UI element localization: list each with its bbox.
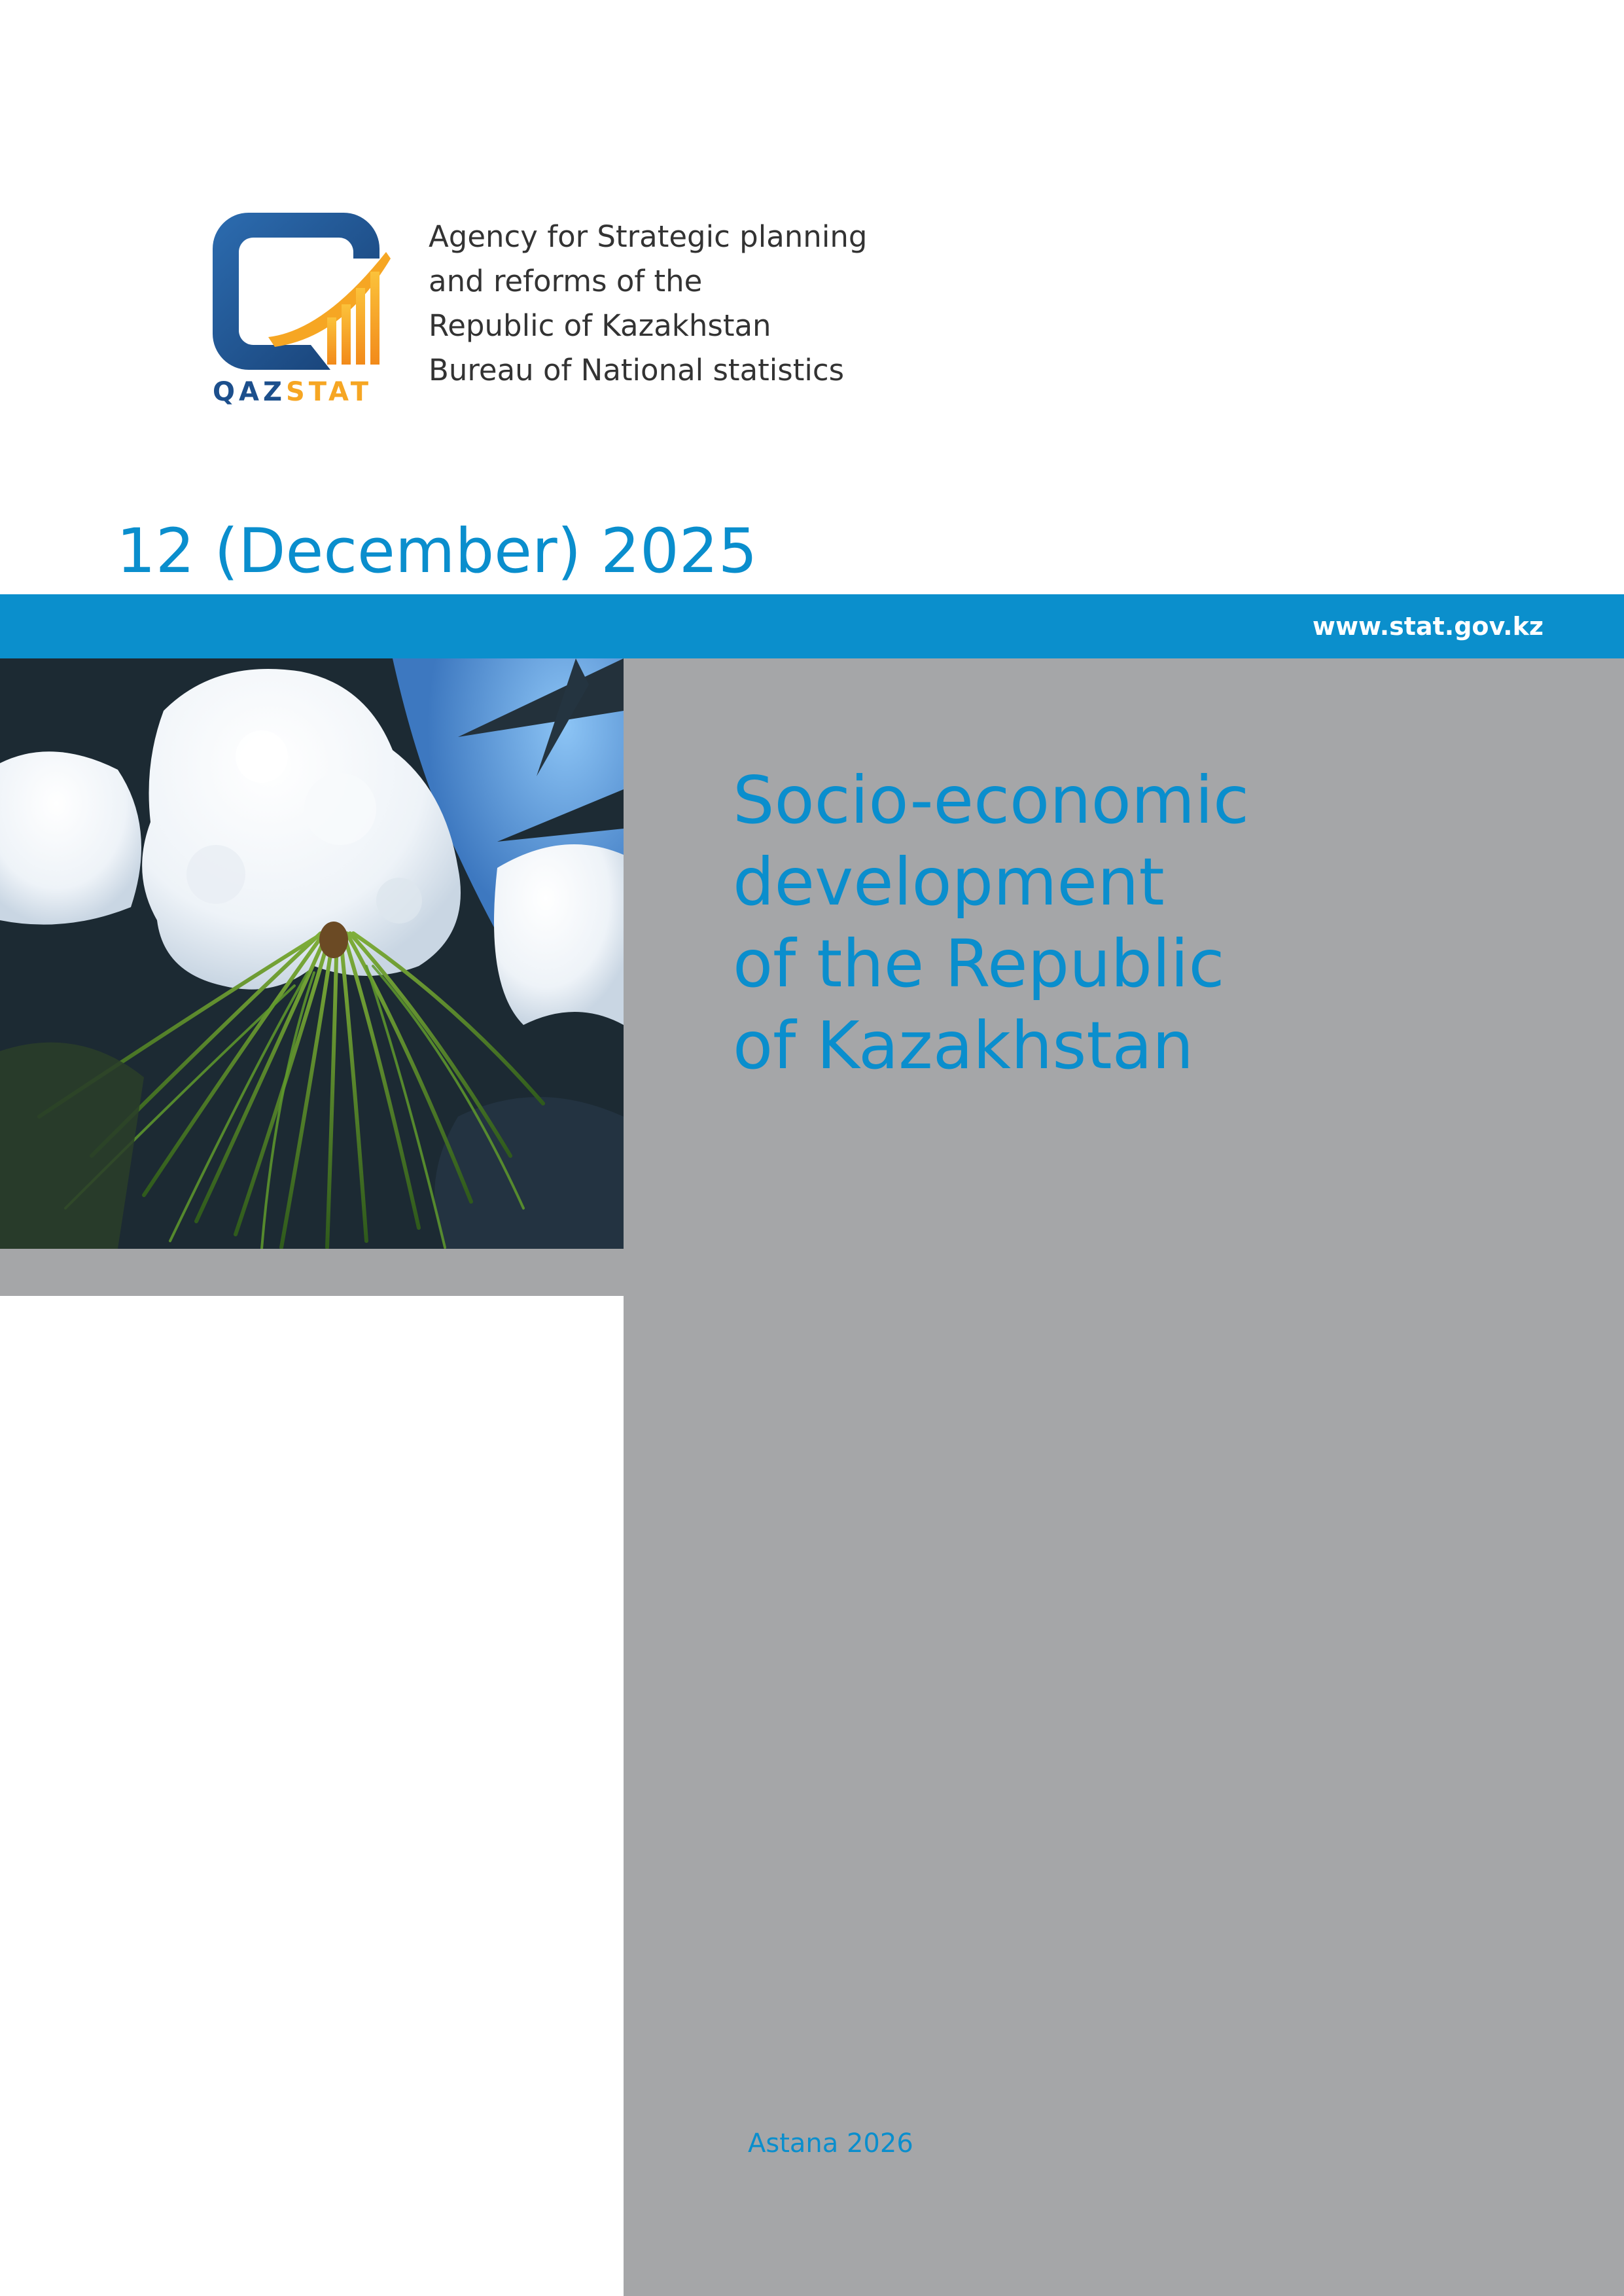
agency-line-3: Republic of Kazakhstan [429, 308, 771, 343]
document-title [733, 759, 1518, 1086]
website-link[interactable]: www.stat.gov.kz [1312, 612, 1544, 641]
agency-line-4: Bureau of National statistics [429, 353, 845, 387]
qazstat-logo [213, 213, 396, 409]
title-line-1: Socio-economic [733, 762, 1249, 838]
title-line-4: of Kazakhstan [733, 1007, 1194, 1084]
title-line-2: development [733, 844, 1165, 920]
agency-line-1: Agency for Strategic planning [429, 219, 868, 254]
grey-strip [0, 1249, 624, 1296]
qazstat-logo-icon [213, 213, 396, 376]
logo-wordmark-stat: STAT [285, 377, 373, 407]
agency-line-2: and reforms of the [429, 264, 703, 298]
place-year: Astana 2026 [748, 2128, 913, 2159]
issue-date: 12 (December) 2025 [116, 516, 758, 587]
logo-wordmark [213, 378, 396, 406]
logo-wordmark-qaz: QAZ [213, 377, 286, 407]
agency-name [429, 215, 926, 393]
blue-banner [0, 594, 1624, 658]
snow-pine-photo [0, 658, 624, 1249]
title-line-3: of the Republic [733, 925, 1225, 1002]
cover-photo [0, 658, 624, 1249]
